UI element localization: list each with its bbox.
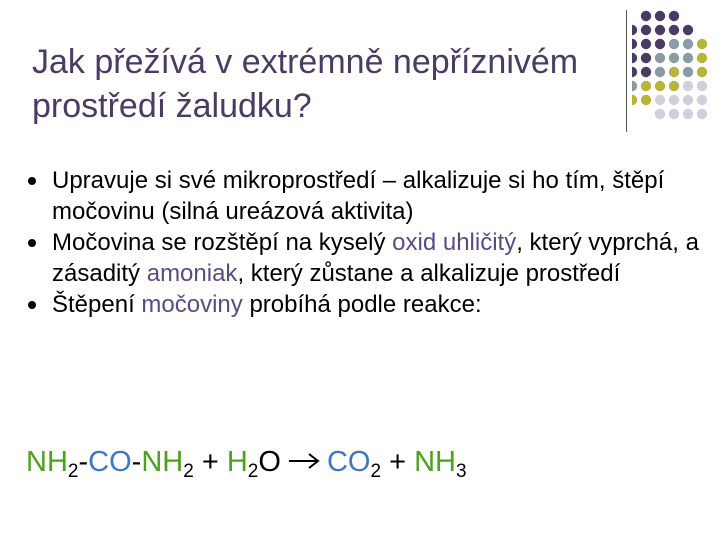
bullet-dot xyxy=(28,177,36,185)
bullet-text: , který vyprchá, a zásaditý xyxy=(52,229,699,287)
urea-nh-left: NH xyxy=(26,446,68,478)
bond-dash: - xyxy=(131,446,142,478)
list-item xyxy=(26,165,716,227)
bullet-text: Štěpení xyxy=(52,291,142,318)
slide-title-line-1: Jak přežívá v extrémně nepříznivém xyxy=(32,43,579,81)
bullet-text: Upravuje si své mikroprostředí – alkalizuje si ho tím, štěpí močovinu (silná ureázová aktivita) xyxy=(52,167,665,225)
list-item xyxy=(26,227,716,289)
plus-sign: + xyxy=(193,446,227,478)
slide-title-line-2: prostředí žaludku? xyxy=(32,87,312,125)
slide-title xyxy=(32,40,712,128)
list-item xyxy=(26,289,716,320)
bond-dash: - xyxy=(78,446,89,478)
water-o: O xyxy=(258,446,281,478)
bullet-text: , který zůstane a alkalizuje prostředí xyxy=(237,260,621,287)
subscript: 2 xyxy=(67,461,79,482)
bullet-highlight: oxid uhličitý xyxy=(392,229,517,256)
subscript: 3 xyxy=(455,461,467,482)
bullet-text: Močovina se rozštěpí na kyselý xyxy=(52,229,393,256)
urea-co: CO xyxy=(88,446,132,478)
reaction-equation xyxy=(26,442,467,482)
bullet-highlight: amoniak xyxy=(146,260,238,287)
right-arrow-icon xyxy=(287,452,321,470)
water-h: H xyxy=(226,446,248,478)
bullet-dot xyxy=(28,301,36,309)
bullet-text: probíhá podle reakce: xyxy=(242,291,482,318)
carbon-dioxide: CO xyxy=(326,446,371,478)
bullet-highlight: močoviny xyxy=(141,291,243,318)
plus-sign: + xyxy=(381,446,415,478)
bullet-dot xyxy=(28,239,36,247)
subscript: 2 xyxy=(247,461,259,482)
urea-nh-right: NH xyxy=(141,446,184,478)
bullet-list xyxy=(26,165,716,320)
subscript: 2 xyxy=(370,461,382,482)
ammonia-nh: NH xyxy=(414,446,456,478)
subscript: 2 xyxy=(183,461,194,482)
